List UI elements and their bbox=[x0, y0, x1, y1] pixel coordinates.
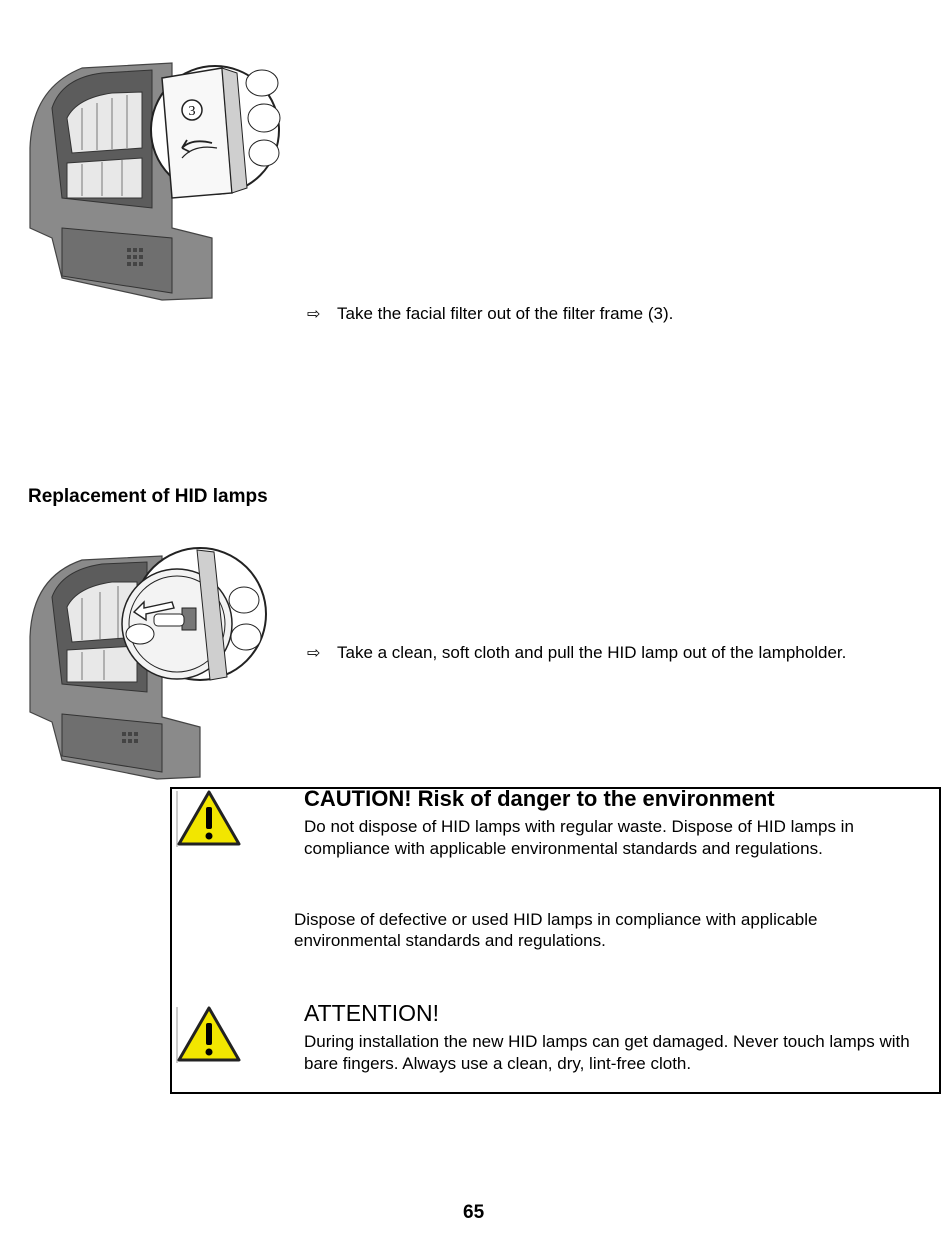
attention-text: During installation the new HID lamps can get damaged. Never touch lamps with bare fingers. Always use a clean, dry, lint-free cloth. bbox=[304, 1032, 910, 1073]
warning-box bbox=[170, 787, 941, 1094]
attention-title: ATTENTION! bbox=[304, 1000, 440, 1026]
dispose-note: Dispose of defective or used HID lamps in compliance with applicable environmental standards and regulations. bbox=[294, 910, 818, 950]
page-number: 65 bbox=[463, 1202, 485, 1223]
caution-text: Do not dispose of HID lamps with regular waste. Dispose of HID lamps in compliance with applicable environmental standards and regulations. bbox=[304, 817, 854, 858]
filter-removal-illustration bbox=[22, 48, 284, 303]
section-title: Replacement of HID lamps bbox=[28, 486, 268, 507]
hid-lamp-removal-illustration bbox=[22, 542, 270, 782]
warning-triangle-icon bbox=[176, 789, 242, 847]
callout-3: 3 bbox=[188, 104, 196, 119]
arrow-bullet-icon: ⇨ bbox=[307, 306, 321, 323]
step-text: Take the facial filter out of the filter frame (3). bbox=[337, 304, 674, 323]
step-take-facial-filter bbox=[307, 304, 673, 324]
warning-triangle-icon bbox=[176, 1005, 242, 1063]
caution-title: CAUTION! Risk of danger to the environment bbox=[304, 786, 775, 811]
arrow-bullet-icon: ⇨ bbox=[307, 645, 321, 662]
step-pull-hid-lamp bbox=[307, 643, 846, 663]
step-text: Take a clean, soft cloth and pull the HID lamp out of the lampholder. bbox=[337, 643, 847, 662]
